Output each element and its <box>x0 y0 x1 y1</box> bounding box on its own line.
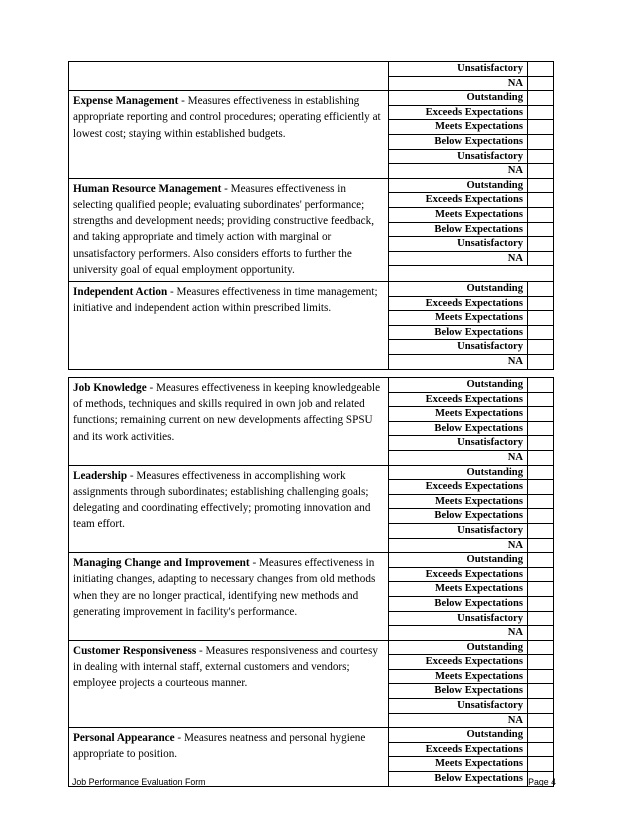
table-row-top-continuation <box>69 62 554 91</box>
rating-checkbox[interactable] <box>528 91 554 105</box>
rating-row <box>389 91 554 106</box>
rating-label: Unsatisfactory <box>389 62 528 76</box>
rating-row <box>389 539 554 553</box>
rating-label: Below Expectations <box>389 135 528 149</box>
rating-checkbox[interactable] <box>528 282 554 296</box>
rating-row <box>389 422 554 437</box>
criterion-description <box>69 91 389 178</box>
rating-checkbox[interactable] <box>528 568 554 582</box>
rating-label: Unsatisfactory <box>389 612 528 626</box>
table-row-leadership <box>69 466 554 554</box>
rating-checkbox[interactable] <box>528 743 554 757</box>
rating-options <box>389 466 554 553</box>
rating-label: Meets Expectations <box>389 311 528 325</box>
rating-label: NA <box>389 355 528 369</box>
empty-description-cell <box>69 62 389 90</box>
rating-checkbox[interactable] <box>528 135 554 149</box>
rating-label: Exceeds Expectations <box>389 743 528 757</box>
evaluation-table-2 <box>68 377 554 787</box>
rating-checkbox[interactable] <box>528 407 554 421</box>
rating-label: Exceeds Expectations <box>389 106 528 120</box>
rating-row <box>389 509 554 524</box>
rating-options <box>389 62 554 90</box>
table-row-job-knowledge <box>69 378 554 466</box>
rating-row <box>389 641 554 656</box>
rating-row <box>389 237 554 252</box>
rating-label: NA <box>389 539 528 553</box>
rating-options <box>389 553 554 640</box>
rating-checkbox[interactable] <box>528 355 554 369</box>
rating-row <box>389 670 554 685</box>
rating-row <box>389 597 554 612</box>
rating-checkbox[interactable] <box>528 699 554 713</box>
rating-checkbox[interactable] <box>528 451 554 465</box>
rating-checkbox[interactable] <box>528 480 554 494</box>
criterion-title: Job Knowledge <box>73 382 147 394</box>
rating-checkbox[interactable] <box>528 466 554 480</box>
criterion-description <box>69 553 389 640</box>
footer-form-title: Job Performance Evaluation Form <box>72 777 206 787</box>
rating-label: Exceeds Expectations <box>389 393 528 407</box>
rating-row <box>389 728 554 743</box>
rating-row <box>389 553 554 568</box>
rating-checkbox[interactable] <box>528 252 554 266</box>
rating-label: Exceeds Expectations <box>389 480 528 494</box>
rating-checkbox[interactable] <box>528 757 554 771</box>
criterion-description <box>69 466 389 553</box>
rating-row <box>389 77 554 91</box>
rating-checkbox[interactable] <box>528 670 554 684</box>
rating-label: Meets Expectations <box>389 407 528 421</box>
rating-label: Below Expectations <box>389 223 528 237</box>
rating-row <box>389 743 554 758</box>
rating-label: Below Expectations <box>389 509 528 523</box>
rating-row <box>389 150 554 165</box>
criterion-text: - Measures effectiveness in keeping knowledgeable of methods, techniques and skills required in own job and related functions; remaining current on new developments affecting SPSU and its work activities. <box>73 382 381 443</box>
criterion-title: Customer Responsiveness <box>73 644 197 657</box>
rating-checkbox[interactable] <box>528 582 554 596</box>
criterion-text: - Measures responsiveness and courtesy in dealing with internal staff, external customers and vendors; employee projects a courteous manner. <box>73 644 378 690</box>
rating-row <box>389 252 554 267</box>
criterion-description <box>69 378 389 465</box>
criterion-text: - Measures effectiveness in accomplishing work assignments through subordinates; establishing challenging goals; delegating and coordinating effectively; promoting innovation and team effort. <box>73 469 371 531</box>
rating-label: Below Expectations <box>389 326 528 340</box>
rating-row <box>389 326 554 341</box>
criterion-text: - Measures effectiveness in time management; initiative and independent action within prescribed limits. <box>73 285 378 315</box>
rating-label: Outstanding <box>389 378 528 392</box>
rating-row <box>389 451 554 465</box>
rating-row <box>389 568 554 583</box>
evaluation-table-1 <box>68 61 554 370</box>
rating-options <box>389 282 554 369</box>
rating-label: Below Expectations <box>389 684 528 698</box>
rating-row <box>389 524 554 539</box>
rating-row <box>389 582 554 597</box>
rating-checkbox[interactable] <box>528 378 554 392</box>
criterion-title: Managing Change and Improvement <box>73 557 250 570</box>
rating-label: Exceeds Expectations <box>389 655 528 669</box>
rating-label: Below Expectations <box>389 772 528 786</box>
criterion-title: Personal Appearance <box>73 732 175 745</box>
rating-label: Exceeds Expectations <box>389 568 528 582</box>
rating-checkbox[interactable] <box>528 208 554 222</box>
criterion-text: - Measures neatness and personal hygiene appropriate to position. <box>73 732 366 761</box>
criterion-text: - Measures effectiveness in selecting qualified people; evaluating subordinates' performance; strengths and development needs; providing constructive feedback, and taking appropriate and timely action with marginal or unsatisfactory performers. Also considers efforts to further the university goal of equal employment opportunity. <box>73 182 375 276</box>
rating-row <box>389 193 554 208</box>
table-row-human-resource-management <box>69 179 554 282</box>
rating-checkbox[interactable] <box>528 179 554 193</box>
rating-options <box>389 179 554 281</box>
criterion-description <box>69 641 389 728</box>
rating-checkbox[interactable] <box>528 495 554 509</box>
rating-row <box>389 684 554 699</box>
rating-row <box>389 436 554 451</box>
rating-label: Outstanding <box>389 641 528 655</box>
rating-options <box>389 91 554 178</box>
rating-checkbox[interactable] <box>528 164 554 178</box>
rating-options <box>389 378 554 465</box>
rating-row <box>389 757 554 772</box>
rating-row <box>389 311 554 326</box>
rating-checkbox[interactable] <box>528 684 554 698</box>
rating-checkbox[interactable] <box>528 612 554 626</box>
rating-checkbox[interactable] <box>528 626 554 640</box>
rating-checkbox[interactable] <box>528 524 554 538</box>
rating-checkbox[interactable] <box>528 641 554 655</box>
table-row-expense-management <box>69 91 554 179</box>
rating-checkbox[interactable] <box>528 120 554 134</box>
rating-label: Exceeds Expectations <box>389 297 528 311</box>
rating-label: Outstanding <box>389 466 528 480</box>
rating-checkbox[interactable] <box>528 62 554 76</box>
rating-label: NA <box>389 451 528 465</box>
table-row-customer-responsiveness <box>69 641 554 729</box>
criterion-title: Leadership <box>73 469 128 482</box>
rating-row <box>389 612 554 627</box>
rating-label: NA <box>389 77 528 91</box>
rating-label: Meets Expectations <box>389 670 528 684</box>
rating-checkbox[interactable] <box>528 422 554 436</box>
rating-checkbox[interactable] <box>528 193 554 207</box>
rating-label: Unsatisfactory <box>389 524 528 538</box>
criterion-text: - Measures effectiveness in initiating changes, adapting to necessary changes from old methods when they are no longer practical, identifying new methods and generating improvement in facility's performance. <box>73 557 376 618</box>
rating-checkbox[interactable] <box>528 553 554 567</box>
rating-checkbox[interactable] <box>528 297 554 311</box>
rating-label: Below Expectations <box>389 597 528 611</box>
rating-label: Outstanding <box>389 91 528 105</box>
rating-checkbox[interactable] <box>528 150 554 164</box>
rating-row <box>389 699 554 714</box>
rating-checkbox[interactable] <box>528 655 554 669</box>
rating-label: Unsatisfactory <box>389 340 528 354</box>
rating-row <box>389 378 554 393</box>
criterion-title: Independent Action <box>73 285 168 298</box>
rating-row <box>389 282 554 297</box>
rating-row <box>389 106 554 121</box>
criterion-description <box>69 282 389 369</box>
rating-checkbox[interactable] <box>528 436 554 450</box>
rating-label: Outstanding <box>389 179 528 193</box>
rating-label: Outstanding <box>389 282 528 296</box>
rating-checkbox[interactable] <box>528 539 554 553</box>
rating-row <box>389 297 554 312</box>
rating-checkbox[interactable] <box>528 326 554 340</box>
rating-label: Unsatisfactory <box>389 436 528 450</box>
rating-label: Meets Expectations <box>389 120 528 134</box>
rating-checkbox[interactable] <box>528 728 554 742</box>
rating-row <box>389 62 554 77</box>
empty-rating-area <box>389 266 554 281</box>
rating-label: NA <box>389 714 528 728</box>
rating-row <box>389 466 554 481</box>
rating-row <box>389 495 554 510</box>
rating-row <box>389 714 554 728</box>
rating-label: NA <box>389 252 528 266</box>
rating-label: Outstanding <box>389 728 528 742</box>
rating-row <box>389 120 554 135</box>
rating-checkbox[interactable] <box>528 237 554 251</box>
rating-label: Meets Expectations <box>389 495 528 509</box>
rating-row <box>389 626 554 640</box>
table-row-managing-change <box>69 553 554 641</box>
rating-label: Unsatisfactory <box>389 150 528 164</box>
rating-label: Below Expectations <box>389 422 528 436</box>
rating-row <box>389 223 554 238</box>
rating-row <box>389 355 554 369</box>
rating-label: Unsatisfactory <box>389 699 528 713</box>
footer-page-number: Page 4 <box>528 777 556 787</box>
rating-label: NA <box>389 626 528 640</box>
rating-row <box>389 393 554 408</box>
criterion-text: - Measures effectiveness in establishing appropriate reporting and control procedures; operating efficiently at lowest cost; staying within established budgets. <box>73 95 381 140</box>
rating-checkbox[interactable] <box>528 106 554 120</box>
rating-label: Meets Expectations <box>389 757 528 771</box>
rating-checkbox[interactable] <box>528 597 554 611</box>
rating-row <box>389 164 554 178</box>
rating-label: Unsatisfactory <box>389 237 528 251</box>
rating-label: Meets Expectations <box>389 582 528 596</box>
rating-row <box>389 407 554 422</box>
rating-row <box>389 340 554 355</box>
criterion-title: Human Resource Management <box>73 182 222 195</box>
rating-row <box>389 480 554 495</box>
table-row-independent-action <box>69 282 554 370</box>
rating-label: NA <box>389 164 528 178</box>
rating-checkbox[interactable] <box>528 714 554 728</box>
rating-label: Meets Expectations <box>389 208 528 222</box>
rating-checkbox[interactable] <box>528 223 554 237</box>
rating-label: Outstanding <box>389 553 528 567</box>
criterion-title: Expense Management <box>73 95 179 108</box>
rating-checkbox[interactable] <box>528 340 554 354</box>
rating-row <box>389 655 554 670</box>
rating-checkbox[interactable] <box>528 393 554 407</box>
rating-row <box>389 135 554 150</box>
criterion-description <box>69 179 389 281</box>
rating-checkbox[interactable] <box>528 509 554 523</box>
rating-row <box>389 208 554 223</box>
rating-checkbox[interactable] <box>528 77 554 91</box>
rating-row <box>389 179 554 194</box>
rating-options <box>389 641 554 728</box>
rating-label: Exceeds Expectations <box>389 193 528 207</box>
rating-checkbox[interactable] <box>528 311 554 325</box>
